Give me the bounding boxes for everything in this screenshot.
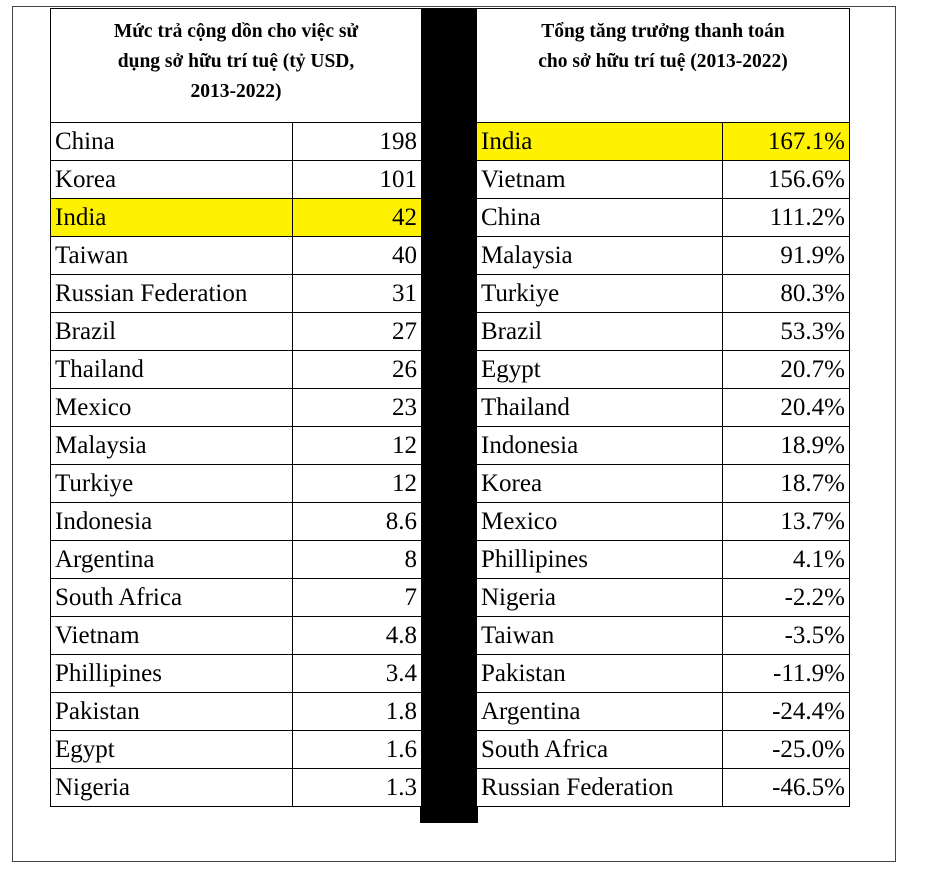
- table-row: [51, 579, 422, 617]
- row-label: China: [51, 123, 293, 161]
- table-row: [51, 199, 422, 237]
- row-label: Russian Federation: [477, 769, 723, 807]
- row-label: South Africa: [477, 731, 723, 769]
- title-line: Mức trả cộng dồn cho việc sử: [113, 21, 359, 42]
- table-row: [51, 275, 422, 313]
- row-value: 8.6: [293, 503, 422, 541]
- table-row: [51, 427, 422, 465]
- row-label: Argentina: [51, 541, 293, 579]
- row-label: Pakistan: [51, 693, 293, 731]
- table-row: [51, 161, 422, 199]
- row-label: Turkiye: [477, 275, 723, 313]
- row-value: 18.9%: [723, 427, 850, 465]
- row-value: -3.5%: [723, 617, 850, 655]
- row-label: Mexico: [477, 503, 723, 541]
- row-value: 167.1%: [723, 123, 850, 161]
- table-row: [51, 503, 422, 541]
- table-row: [51, 313, 422, 351]
- row-label: Russian Federation: [51, 275, 293, 313]
- table-row: [477, 541, 850, 579]
- row-label: Nigeria: [477, 579, 723, 617]
- table-row: [477, 655, 850, 693]
- table-row: [477, 503, 850, 541]
- row-value: 101: [293, 161, 422, 199]
- row-label: Thailand: [51, 351, 293, 389]
- row-value: 8: [293, 541, 422, 579]
- table-row: [477, 313, 850, 351]
- table-row: [51, 731, 422, 769]
- row-label: China: [477, 199, 723, 237]
- table-row: [51, 465, 422, 503]
- row-value: 40: [293, 237, 422, 275]
- table-row: [477, 731, 850, 769]
- row-value: -2.2%: [723, 579, 850, 617]
- row-value: 31: [293, 275, 422, 313]
- row-value: 20.7%: [723, 351, 850, 389]
- row-label: India: [51, 199, 293, 237]
- table-row: [477, 351, 850, 389]
- row-label: Phillipines: [477, 541, 723, 579]
- row-value: 53.3%: [723, 313, 850, 351]
- row-label: Thailand: [477, 389, 723, 427]
- separator-band: [420, 8, 478, 823]
- table-row: [51, 769, 422, 807]
- table-row: [51, 693, 422, 731]
- row-label: Korea: [477, 465, 723, 503]
- row-value: 1.3: [293, 769, 422, 807]
- row-value: 20.4%: [723, 389, 850, 427]
- row-value: 1.6: [293, 731, 422, 769]
- row-label: Taiwan: [51, 237, 293, 275]
- row-label: Argentina: [477, 693, 723, 731]
- row-value: 80.3%: [723, 275, 850, 313]
- row-value: 18.7%: [723, 465, 850, 503]
- table-row: [477, 579, 850, 617]
- row-label: Vietnam: [51, 617, 293, 655]
- payments-table: [50, 122, 422, 807]
- row-value: 42: [293, 199, 422, 237]
- title-line: Tổng tăng trưởng thanh toán: [541, 21, 785, 42]
- table-row: [477, 275, 850, 313]
- row-value: 23: [293, 389, 422, 427]
- row-label: Vietnam: [477, 161, 723, 199]
- title-line: cho sở hữu trí tuệ (2013-2022): [538, 51, 788, 72]
- row-value: -24.4%: [723, 693, 850, 731]
- row-label: Malaysia: [51, 427, 293, 465]
- title-line: 2013-2022): [190, 81, 282, 102]
- table-row: [477, 389, 850, 427]
- row-value: 3.4: [293, 655, 422, 693]
- table-row: [477, 123, 850, 161]
- row-value: 111.2%: [723, 199, 850, 237]
- row-label: Nigeria: [51, 769, 293, 807]
- row-label: South Africa: [51, 579, 293, 617]
- row-value: 198: [293, 123, 422, 161]
- row-label: Pakistan: [477, 655, 723, 693]
- table-row: [51, 541, 422, 579]
- payments-table-panel: [50, 8, 422, 807]
- row-label: Egypt: [51, 731, 293, 769]
- table-row: [51, 617, 422, 655]
- payments-table-title: [50, 8, 422, 122]
- row-value: 1.8: [293, 693, 422, 731]
- table-row: [51, 237, 422, 275]
- row-value: 4.8: [293, 617, 422, 655]
- row-value: -25.0%: [723, 731, 850, 769]
- row-value: 12: [293, 465, 422, 503]
- table-row: [477, 693, 850, 731]
- row-label: Indonesia: [477, 427, 723, 465]
- table-row: [477, 199, 850, 237]
- row-label: Korea: [51, 161, 293, 199]
- table-row: [51, 655, 422, 693]
- row-label: Egypt: [477, 351, 723, 389]
- row-label: Brazil: [51, 313, 293, 351]
- row-label: Turkiye: [51, 465, 293, 503]
- row-value: 27: [293, 313, 422, 351]
- table-row: [477, 465, 850, 503]
- row-value: -46.5%: [723, 769, 850, 807]
- table-row: [477, 237, 850, 275]
- row-value: 4.1%: [723, 541, 850, 579]
- growth-table-title: [476, 8, 850, 122]
- table-row: [477, 161, 850, 199]
- growth-table-panel: [476, 8, 850, 807]
- row-label: Malaysia: [477, 237, 723, 275]
- table-row: [477, 427, 850, 465]
- row-value: 26: [293, 351, 422, 389]
- row-label: Phillipines: [51, 655, 293, 693]
- row-label: Mexico: [51, 389, 293, 427]
- table-row: [477, 769, 850, 807]
- row-label: Taiwan: [477, 617, 723, 655]
- table-row: [51, 389, 422, 427]
- table-row: [51, 351, 422, 389]
- row-value: 13.7%: [723, 503, 850, 541]
- row-label: India: [477, 123, 723, 161]
- row-value: 7: [293, 579, 422, 617]
- row-value: 156.6%: [723, 161, 850, 199]
- row-value: 12: [293, 427, 422, 465]
- table-row: [51, 123, 422, 161]
- title-line: dụng sở hữu trí tuệ (tỷ USD,: [117, 51, 355, 72]
- row-label: Brazil: [477, 313, 723, 351]
- growth-table: [476, 122, 850, 807]
- row-value: -11.9%: [723, 655, 850, 693]
- table-row: [477, 617, 850, 655]
- row-label: Indonesia: [51, 503, 293, 541]
- row-value: 91.9%: [723, 237, 850, 275]
